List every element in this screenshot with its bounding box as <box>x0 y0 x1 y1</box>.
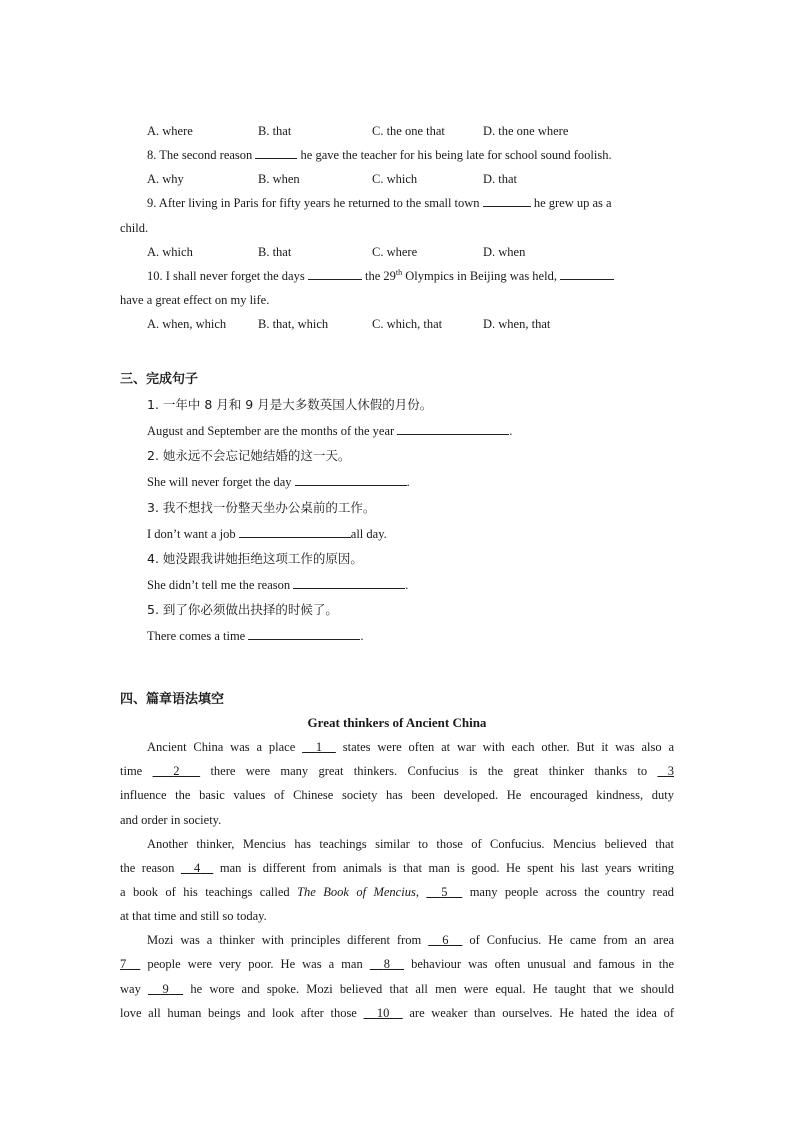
blank-3: 3 <box>667 764 675 778</box>
option-b: B. that <box>258 124 292 138</box>
option-d: D. when <box>483 245 526 259</box>
answer-blank <box>560 265 614 280</box>
blank-5: 5 <box>441 885 448 899</box>
section-4-heading: 四、篇章语法填空 <box>120 692 225 707</box>
option-a: A. which <box>147 245 193 259</box>
paragraph-1-line-2: time 2 there were many great thinkers. Confucius is the great thinker thanks to 3 <box>120 764 675 778</box>
sentence-5-chinese: 5. 到了你必须做出抉择的时候了。 <box>147 602 338 617</box>
sentence-2-english: She will never forget the day . <box>147 470 410 494</box>
passage-title: Great thinkers of Ancient China <box>307 715 487 730</box>
question-9-cont: child. <box>120 221 149 235</box>
paragraph-2-line-4: at that time and still so today. <box>120 909 267 923</box>
answer-blank <box>255 144 297 159</box>
paragraph-1-line-3: influence the basic values of Chinese society has been developed. He encouraged kindness, duty <box>120 788 674 802</box>
paragraph-2-line-3: a book of his teachings called The Book of Mencius, 5 many people across the country read <box>120 885 675 899</box>
paragraph-2-line-2: the reason 4 man is different from animals is that man is good. He spent his last years writing <box>120 861 675 875</box>
blank-1: 1 <box>315 740 323 754</box>
option-c: C. where <box>372 245 418 259</box>
section-3-heading: 三、完成句子 <box>120 372 199 387</box>
option-a: A. why <box>147 172 184 186</box>
answer-blank <box>483 192 531 207</box>
option-b: B. that, which <box>258 317 329 331</box>
sentence-4-english: She didn’t tell me the reason . <box>147 573 408 597</box>
sentence-3-chinese: 3. 我不想找一份整天坐办公桌前的工作。 <box>147 500 376 515</box>
sentence-3-english: I don’t want a job all day. <box>147 522 387 546</box>
paragraph-3-line-1: Mozi was a thinker with principles different from 6 of Confucius. He came from an area <box>147 933 675 947</box>
sentence-1-english: August and September are the months of the year . <box>147 419 512 443</box>
option-d: D. the one where <box>483 124 569 138</box>
blank-4: 4 <box>194 861 201 875</box>
option-c: C. which <box>372 172 418 186</box>
blank-8: 8 <box>383 957 391 971</box>
option-d: D. when, that <box>483 317 551 331</box>
answer-blank <box>295 471 407 486</box>
paragraph-3-line-2: 7 people were very poor. He was a man 8 behaviour was often unusual and famous in the <box>120 957 675 971</box>
answer-blank <box>308 265 362 280</box>
blank-10: 10 <box>376 1006 390 1020</box>
option-c: C. the one that <box>372 124 445 138</box>
book-title: The Book of Mencius <box>297 885 416 899</box>
option-a: A. when, which <box>147 317 227 331</box>
blank-6: 6 <box>442 933 449 947</box>
option-b: B. that <box>258 245 292 259</box>
question-9: 9. After living in Paris for fifty years he returned to the small town he grew up as a <box>147 191 612 215</box>
option-d: D. that <box>483 172 518 186</box>
answer-blank <box>239 523 351 538</box>
answer-blank <box>293 574 405 589</box>
paragraph-1-line-4: and order in society. <box>120 813 222 827</box>
option-b: B. when <box>258 172 300 186</box>
question-10-cont: have a great effect on my life. <box>120 293 270 307</box>
sentence-5-english: There comes a time . <box>147 624 363 648</box>
answer-blank <box>397 420 509 435</box>
paragraph-3-line-3: way 9 he wore and spoke. Mozi believed that all men were equal. He taught that we should <box>120 982 675 996</box>
blank-2: 2 <box>173 764 180 778</box>
option-c: C. which, that <box>372 317 443 331</box>
paragraph-1-line-1: Ancient China was a place 1 states were often at war with each other. But it was also a <box>147 740 675 754</box>
paragraph-3-line-4: love all human beings and look after those 10 are weaker than ourselves. He hated the idea of <box>120 1006 675 1020</box>
sentence-4-chinese: 4. 她没跟我讲她拒绝这项工作的原因。 <box>147 551 363 566</box>
question-10: 10. I shall never forget the days the 29th Olympics in Beijing was held, <box>147 264 614 288</box>
paragraph-2-line-1: Another thinker, Mencius has teachings similar to those of Confucius. Mencius believed that <box>147 837 674 851</box>
answer-blank <box>248 625 360 640</box>
sentence-1-chinese: 1. 一年中 8 月和 9 月是大多数英国人休假的月份。 <box>147 397 433 412</box>
option-a: A. where <box>147 124 193 138</box>
sentence-2-chinese: 2. 她永远不会忘记她结婚的这一天。 <box>147 448 351 463</box>
question-8: 8. The second reason he gave the teacher for his being late for school sound foolish. <box>147 143 612 167</box>
blank-9: 9 <box>162 982 169 996</box>
blank-7: 7 <box>120 957 127 971</box>
